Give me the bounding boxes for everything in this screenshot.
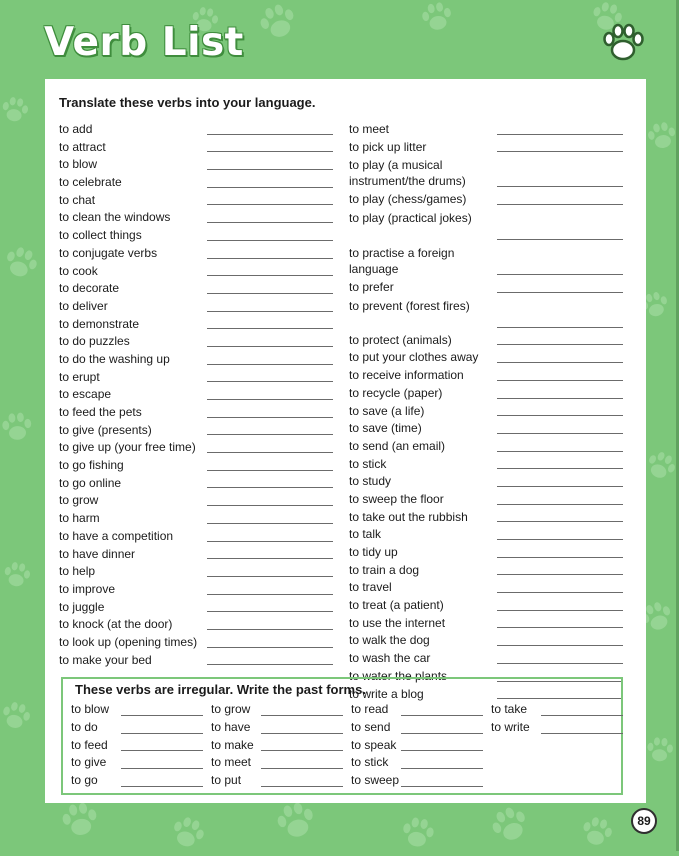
irregular-row bbox=[351, 737, 483, 755]
verb-row bbox=[349, 139, 623, 157]
verb-label: to have a competition bbox=[59, 528, 174, 543]
answer-line[interactable] bbox=[207, 204, 333, 205]
verb-row bbox=[349, 491, 623, 509]
irregular-verbs-box bbox=[61, 677, 623, 795]
verb-row bbox=[349, 156, 623, 191]
irregular-verb-label: to grow bbox=[211, 702, 251, 716]
past-form-line[interactable] bbox=[121, 715, 203, 716]
answer-line[interactable] bbox=[207, 452, 333, 453]
irregular-row bbox=[71, 772, 203, 790]
verb-row bbox=[349, 332, 623, 350]
verb-label: to play (practical jokes) bbox=[349, 211, 472, 226]
answer-line[interactable] bbox=[207, 558, 333, 559]
verb-row bbox=[349, 632, 623, 650]
verb-row bbox=[349, 456, 623, 474]
verb-row bbox=[59, 457, 333, 475]
verb-label: to walk the dog bbox=[349, 633, 430, 648]
verb-label: to play (a musical instrument/the drums) bbox=[349, 158, 466, 189]
verb-row bbox=[59, 369, 333, 387]
verb-row bbox=[59, 316, 333, 334]
verb-row bbox=[59, 652, 333, 670]
verb-row bbox=[349, 579, 623, 597]
past-form-line[interactable] bbox=[121, 733, 203, 734]
paw-print-icon bbox=[0, 93, 32, 128]
verb-label: to decorate bbox=[59, 281, 120, 296]
paw-print-icon bbox=[57, 797, 103, 843]
verb-row bbox=[59, 192, 333, 210]
verb-label: to help bbox=[59, 564, 96, 579]
past-form-line[interactable] bbox=[261, 733, 343, 734]
verb-label: to attract bbox=[59, 139, 106, 154]
paw-print-icon bbox=[417, 0, 456, 37]
verb-label: to use the internet bbox=[349, 615, 446, 630]
verb-label: to water the plants bbox=[349, 668, 448, 683]
verb-row bbox=[349, 367, 623, 385]
verb-label: to treat (a patient) bbox=[349, 598, 444, 613]
verb-row bbox=[349, 349, 623, 367]
paw-print-icon bbox=[643, 117, 679, 154]
answer-line[interactable] bbox=[207, 629, 333, 630]
verb-row bbox=[349, 403, 623, 421]
verb-label: to blow bbox=[59, 157, 98, 172]
past-form-line[interactable] bbox=[541, 715, 623, 716]
past-form-line[interactable] bbox=[401, 786, 483, 787]
answer-line[interactable] bbox=[207, 576, 333, 577]
verb-label: to cook bbox=[59, 263, 98, 278]
past-form-line[interactable] bbox=[261, 786, 343, 787]
paw-print-icon bbox=[0, 409, 35, 446]
verb-row bbox=[59, 227, 333, 245]
answer-line[interactable] bbox=[497, 627, 623, 628]
paw-print-icon bbox=[0, 696, 36, 735]
paw-print-icon bbox=[0, 558, 34, 593]
verb-row bbox=[59, 280, 333, 298]
irregular-verb-label: to feed bbox=[71, 737, 108, 752]
answer-line[interactable] bbox=[497, 398, 623, 399]
irregular-row bbox=[211, 737, 343, 755]
verb-row bbox=[349, 562, 623, 580]
answer-line[interactable] bbox=[207, 151, 333, 152]
answer-line[interactable] bbox=[207, 417, 333, 418]
verb-label: to talk bbox=[349, 527, 382, 542]
answer-line[interactable] bbox=[207, 275, 333, 276]
verb-label: to take out the rubbish bbox=[349, 509, 468, 524]
irregular-row bbox=[351, 719, 483, 737]
answer-line[interactable] bbox=[207, 381, 333, 382]
past-form-line[interactable] bbox=[261, 750, 343, 751]
verb-row bbox=[59, 528, 333, 546]
verb-row bbox=[59, 599, 333, 617]
irregular-row bbox=[491, 701, 623, 719]
answer-line[interactable] bbox=[497, 574, 623, 575]
verb-row bbox=[349, 438, 623, 456]
answer-line[interactable] bbox=[497, 592, 623, 593]
verb-row bbox=[349, 420, 623, 438]
answer-line[interactable] bbox=[207, 523, 333, 524]
verb-label: to send (an email) bbox=[349, 438, 446, 453]
irregular-row bbox=[211, 719, 343, 737]
past-form-line[interactable] bbox=[261, 715, 343, 716]
past-form-line[interactable] bbox=[401, 750, 483, 751]
page-title: Verb List bbox=[44, 20, 244, 65]
past-form-line[interactable] bbox=[121, 750, 203, 751]
irregular-verb-label: to have bbox=[211, 719, 251, 734]
verb-row bbox=[59, 581, 333, 599]
answer-line[interactable] bbox=[497, 468, 623, 469]
verb-label: to celebrate bbox=[59, 175, 122, 190]
answer-line[interactable] bbox=[207, 169, 333, 170]
page-number: 89 bbox=[631, 808, 657, 834]
verb-label: to make your bed bbox=[59, 652, 152, 667]
verb-row bbox=[59, 174, 333, 192]
answer-line[interactable] bbox=[497, 451, 623, 452]
irregular-column bbox=[211, 701, 343, 790]
verb-row bbox=[59, 563, 333, 581]
irregular-verb-label: to stick bbox=[351, 755, 389, 770]
irregular-heading: These verbs are irregular. Write the past forms. bbox=[75, 682, 366, 697]
verb-list-sheet bbox=[45, 79, 646, 803]
verb-row bbox=[59, 510, 333, 528]
irregular-verb-label: to do bbox=[71, 719, 98, 734]
answer-line[interactable] bbox=[207, 399, 333, 400]
answer-line[interactable] bbox=[497, 433, 623, 434]
verb-label: to collect things bbox=[59, 228, 142, 243]
paw-print-icon bbox=[252, 0, 303, 48]
irregular-column bbox=[351, 701, 483, 790]
paw-print-icon bbox=[644, 734, 677, 767]
past-form-line[interactable] bbox=[261, 768, 343, 769]
answer-line[interactable] bbox=[497, 344, 623, 345]
verb-label: to go fishing bbox=[59, 458, 124, 473]
verb-row bbox=[349, 121, 623, 139]
answer-line[interactable] bbox=[207, 293, 333, 294]
answer-line[interactable] bbox=[207, 487, 333, 488]
answer-line[interactable] bbox=[207, 647, 333, 648]
answer-line[interactable] bbox=[497, 610, 623, 611]
irregular-row bbox=[351, 701, 483, 719]
answer-line[interactable] bbox=[207, 364, 333, 365]
verb-row bbox=[349, 544, 623, 562]
verb-label: to add bbox=[59, 122, 93, 136]
answer-line[interactable] bbox=[497, 557, 623, 558]
irregular-row bbox=[211, 754, 343, 772]
answer-line[interactable] bbox=[497, 362, 623, 363]
verb-label: to grow bbox=[59, 493, 99, 508]
answer-line[interactable] bbox=[207, 134, 333, 135]
answer-line[interactable] bbox=[207, 470, 333, 471]
verb-label: to play (chess/games) bbox=[349, 192, 467, 207]
irregular-verb-label: to speak bbox=[351, 737, 397, 752]
answer-line[interactable] bbox=[207, 240, 333, 241]
verb-row bbox=[349, 244, 623, 279]
verb-row bbox=[59, 121, 333, 139]
verb-label: to protect (animals) bbox=[349, 332, 452, 347]
answer-line[interactable] bbox=[207, 594, 333, 595]
verb-label: to escape bbox=[59, 387, 112, 402]
verb-label: to study bbox=[349, 474, 392, 489]
answer-line[interactable] bbox=[497, 539, 623, 540]
answer-line[interactable] bbox=[497, 380, 623, 381]
verb-label: to sweep the floor bbox=[349, 491, 444, 506]
instruction-heading: Translate these verbs into your language. bbox=[59, 95, 316, 110]
verb-label: to give up (your free time) bbox=[59, 440, 196, 455]
irregular-verb-label: to make bbox=[211, 737, 254, 752]
answer-line[interactable] bbox=[497, 204, 623, 205]
verb-label: to put your clothes away bbox=[349, 350, 479, 365]
verb-label: to erupt bbox=[59, 369, 100, 384]
verb-row bbox=[59, 386, 333, 404]
verb-row bbox=[59, 475, 333, 493]
verb-label: to prefer bbox=[349, 280, 394, 295]
paw-print-icon bbox=[397, 812, 439, 854]
verb-label: to deliver bbox=[59, 298, 108, 313]
verb-row bbox=[349, 509, 623, 527]
verb-label: to save (a life) bbox=[349, 403, 425, 418]
verb-column-right bbox=[349, 121, 623, 703]
verb-label: to do puzzles bbox=[59, 334, 130, 349]
verb-label: to clean the windows bbox=[59, 210, 171, 225]
verb-label: to train a dog bbox=[349, 562, 420, 577]
answer-line[interactable] bbox=[497, 327, 623, 328]
verb-label: to do the washing up bbox=[59, 351, 170, 366]
past-form-line[interactable] bbox=[121, 786, 203, 787]
verb-row bbox=[349, 297, 623, 332]
verb-label: to feed the pets bbox=[59, 405, 142, 419]
verb-label: to tidy up bbox=[349, 545, 398, 559]
paw-logo-icon bbox=[600, 20, 646, 66]
paw-print-icon bbox=[0, 240, 44, 286]
answer-line[interactable] bbox=[207, 541, 333, 542]
answer-line[interactable] bbox=[497, 134, 623, 135]
irregular-verb-label: to meet bbox=[211, 755, 252, 770]
answer-line[interactable] bbox=[497, 186, 623, 187]
irregular-verb-label: to write bbox=[491, 719, 530, 734]
verb-row bbox=[59, 616, 333, 634]
verb-column-left bbox=[59, 121, 333, 669]
paw-print-icon bbox=[483, 798, 536, 851]
verb-label: to improve bbox=[59, 581, 116, 596]
answer-line[interactable] bbox=[497, 504, 623, 505]
past-form-line[interactable] bbox=[401, 715, 483, 716]
verb-label: to harm bbox=[59, 511, 100, 526]
answer-line[interactable] bbox=[497, 415, 623, 416]
verb-label: to recycle (paper) bbox=[349, 385, 443, 400]
answer-line[interactable] bbox=[207, 328, 333, 329]
verb-label: to write a blog bbox=[349, 686, 424, 701]
verb-row bbox=[349, 473, 623, 491]
verb-label: to give (presents) bbox=[59, 422, 152, 437]
verb-label: to chat bbox=[59, 192, 96, 207]
answer-line[interactable] bbox=[207, 664, 333, 665]
answer-line[interactable] bbox=[207, 187, 333, 188]
paw-print-icon bbox=[165, 810, 211, 856]
past-form-line[interactable] bbox=[541, 733, 623, 734]
irregular-row bbox=[351, 754, 483, 772]
irregular-row bbox=[71, 701, 203, 719]
verb-label: to conjugate verbs bbox=[59, 245, 158, 260]
verb-label: to knock (at the door) bbox=[59, 617, 173, 632]
verb-row bbox=[59, 351, 333, 369]
answer-line[interactable] bbox=[497, 239, 623, 240]
verb-row bbox=[59, 263, 333, 281]
past-form-line[interactable] bbox=[401, 733, 483, 734]
answer-line[interactable] bbox=[207, 611, 333, 612]
verb-row bbox=[349, 209, 623, 244]
verb-label: to travel bbox=[349, 580, 392, 595]
verb-label: to pick up litter bbox=[349, 139, 427, 154]
verb-row bbox=[59, 404, 333, 422]
irregular-verb-label: to blow bbox=[71, 702, 110, 716]
verb-label: to practise a foreign language bbox=[349, 246, 455, 277]
answer-line[interactable] bbox=[207, 505, 333, 506]
irregular-column bbox=[71, 701, 203, 790]
verb-label: to wash the car bbox=[349, 651, 431, 666]
verb-label: to go online bbox=[59, 475, 122, 490]
verb-label: to stick bbox=[349, 456, 387, 471]
irregular-verb-label: to go bbox=[71, 773, 98, 788]
irregular-row bbox=[71, 754, 203, 772]
verb-row bbox=[59, 439, 333, 457]
verb-label: to demonstrate bbox=[59, 316, 140, 331]
verb-row bbox=[59, 156, 333, 174]
answer-line[interactable] bbox=[497, 486, 623, 487]
paw-print-icon bbox=[576, 811, 618, 853]
verb-row bbox=[59, 298, 333, 316]
verb-row bbox=[349, 615, 623, 633]
verb-label: to look up (opening times) bbox=[59, 634, 198, 649]
verb-label: to prevent (forest fires) bbox=[349, 298, 470, 313]
irregular-verb-label: to put bbox=[211, 773, 242, 788]
verb-row bbox=[59, 209, 333, 227]
verb-row bbox=[349, 650, 623, 668]
verb-row bbox=[59, 634, 333, 652]
answer-line[interactable] bbox=[207, 434, 333, 435]
verb-row bbox=[59, 245, 333, 263]
irregular-verb-label: to give bbox=[71, 755, 107, 770]
irregular-verb-label: to read bbox=[351, 702, 389, 716]
verb-label: to have dinner bbox=[59, 546, 136, 561]
verb-label: to meet bbox=[349, 122, 390, 136]
irregular-row bbox=[211, 701, 343, 719]
irregular-row bbox=[491, 719, 623, 737]
irregular-column bbox=[491, 701, 623, 737]
verb-row bbox=[59, 139, 333, 157]
answer-line[interactable] bbox=[497, 274, 623, 275]
irregular-row bbox=[71, 737, 203, 755]
verb-label: to receive information bbox=[349, 368, 464, 383]
answer-line[interactable] bbox=[207, 346, 333, 347]
answer-line[interactable] bbox=[497, 663, 623, 664]
verb-row bbox=[349, 385, 623, 403]
answer-line[interactable] bbox=[207, 222, 333, 223]
answer-line[interactable] bbox=[497, 521, 623, 522]
verb-row bbox=[59, 546, 333, 564]
verb-row bbox=[349, 597, 623, 615]
irregular-row bbox=[71, 719, 203, 737]
answer-line[interactable] bbox=[207, 258, 333, 259]
answer-line[interactable] bbox=[497, 645, 623, 646]
irregular-row bbox=[351, 772, 483, 790]
answer-line[interactable] bbox=[207, 311, 333, 312]
verb-label: to save (time) bbox=[349, 421, 422, 436]
verb-row bbox=[349, 191, 623, 209]
irregular-verb-label: to send bbox=[351, 719, 391, 734]
verb-label: to juggle bbox=[59, 599, 105, 614]
past-form-line[interactable] bbox=[121, 768, 203, 769]
verb-row bbox=[349, 526, 623, 544]
irregular-verb-label: to sweep bbox=[351, 773, 400, 788]
irregular-row bbox=[211, 772, 343, 790]
answer-line[interactable] bbox=[497, 292, 623, 293]
irregular-verb-label: to take bbox=[491, 702, 528, 716]
verb-row bbox=[59, 492, 333, 510]
past-form-line[interactable] bbox=[401, 768, 483, 769]
verb-row bbox=[349, 279, 623, 297]
verb-row bbox=[59, 422, 333, 440]
verb-row bbox=[59, 333, 333, 351]
answer-line[interactable] bbox=[497, 151, 623, 152]
